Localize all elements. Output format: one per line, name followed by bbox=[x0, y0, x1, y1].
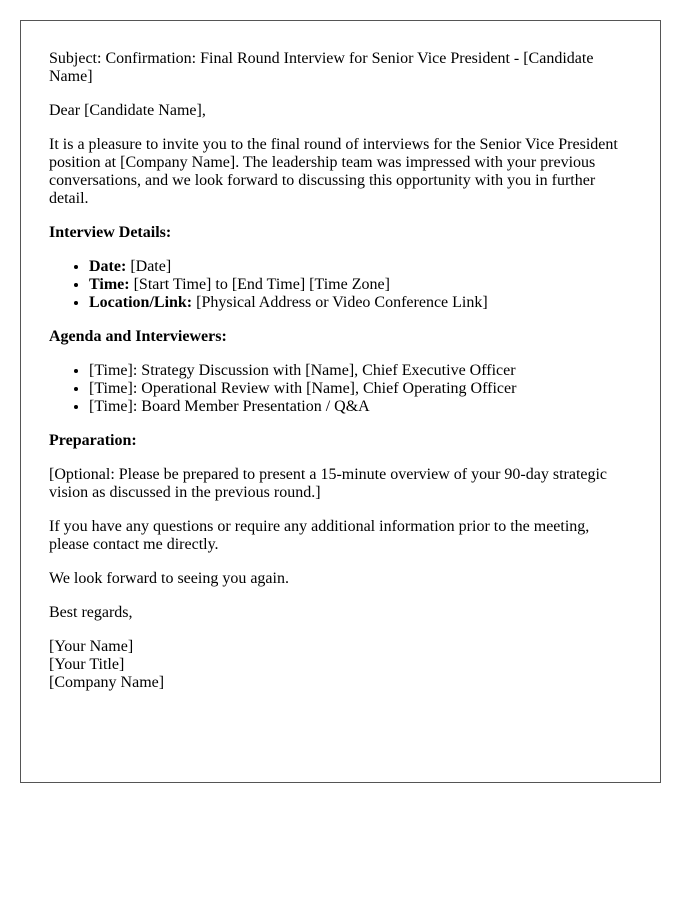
letter bbox=[20, 20, 661, 783]
detail-label: Date: bbox=[89, 258, 127, 275]
agenda-item: • [Time]: Operational Review with [Name], Chief Operating Officer bbox=[89, 380, 632, 398]
preparation-heading bbox=[49, 432, 632, 450]
detail-label: Time: bbox=[89, 276, 130, 293]
agenda-item: • [Time]: Board Member Presentation / Q&A bbox=[89, 398, 632, 416]
subject-line: Subject: Confirmation: Final Round Interview for Senior Vice President - [Candidate Name] bbox=[49, 50, 594, 85]
details-heading bbox=[49, 224, 632, 242]
details-heading-text: Interview Details: bbox=[49, 224, 172, 241]
questions-paragraph: If you have any questions or require any additional information prior to the meeting, please contact me directly. bbox=[49, 518, 590, 553]
signoff: Best regards, bbox=[49, 604, 133, 621]
preparation-heading-text: Preparation: bbox=[49, 432, 137, 449]
signature-title: [Your Title] bbox=[49, 656, 125, 673]
detail-value: [Physical Address or Video Conference Link] bbox=[192, 294, 488, 311]
greeting: Dear [Candidate Name], bbox=[49, 102, 206, 119]
closing-line: We look forward to seeing you again. bbox=[49, 570, 289, 587]
preparation-text: [Optional: Please be prepared to present a 15-minute overview of your 90-day strategic vision as discussed in the previous round.] bbox=[49, 466, 608, 501]
intro-paragraph: It is a pleasure to invite you to the final round of interviews for the Senior Vice President position at [Company Name]. The leadership team was impressed with your previous conversations, and we look forward to discussing this opportunity with you in further detail. bbox=[49, 136, 618, 207]
agenda-heading bbox=[49, 328, 632, 346]
signature-block bbox=[49, 638, 632, 692]
detail-value: [Date] bbox=[126, 258, 172, 275]
details-list bbox=[49, 258, 632, 312]
detail-value: [Start Time] to [End Time] [Time Zone] bbox=[129, 276, 390, 293]
detail-label: Location/Link: bbox=[89, 294, 193, 311]
detail-date bbox=[89, 258, 632, 276]
detail-location bbox=[89, 294, 632, 312]
agenda-item: • [Time]: Strategy Discussion with [Name], Chief Executive Officer bbox=[89, 362, 632, 380]
signature-name: [Your Name] bbox=[49, 638, 134, 655]
signature-company: [Company Name] bbox=[49, 674, 165, 691]
agenda-heading-text: Agenda and Interviewers: bbox=[49, 328, 227, 345]
detail-time bbox=[89, 276, 632, 294]
agenda-list bbox=[49, 362, 632, 416]
